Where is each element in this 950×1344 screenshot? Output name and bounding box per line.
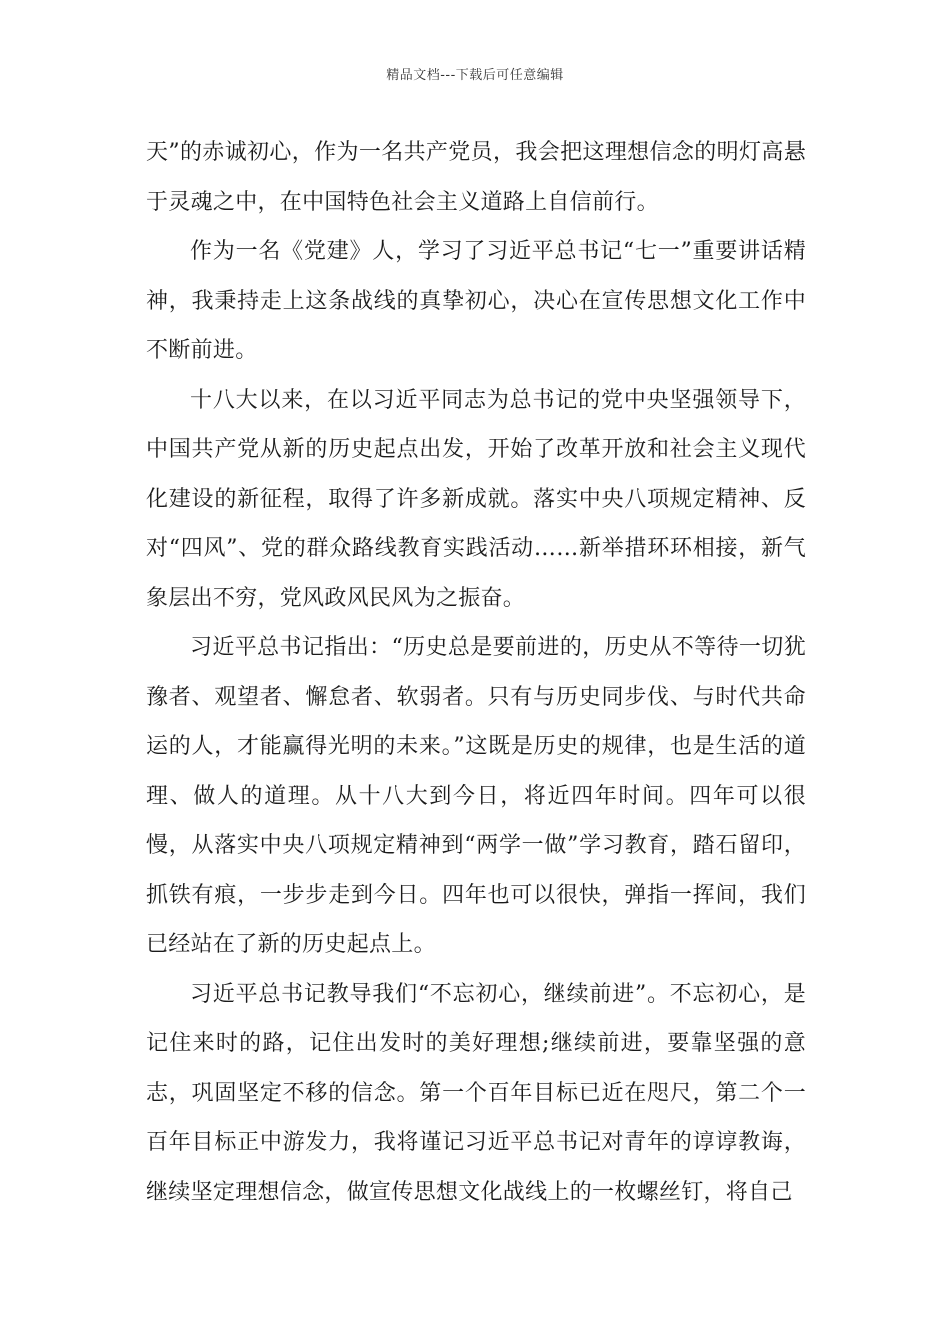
paragraph-4: 习近平总书记指出：“历史总是要前进的，历史从不等待一切犹豫者、观望者、懈怠者、软弱者。只有与历史同步伐、与时代共命运的人，才能赢得光明的未来。”这既是历史的规律，也是生活的道理、做人的道理。从十八大到今日，将近四年时间。四年可以很慢，从落实中央八项规定精神到“两学一做”学习教育，踏石留印，抓铁有痕，一步步走到今日。四年也可以很快，弹指一挥间，我们已经站在了新的历史起点上。 [146, 635, 806, 957]
paragraph-2: 作为一名《党建》人，学习了习近平总书记“七一”重要讲话精神，我秉持走上这条战线的真挚初心，决心在宣传思想文化工作中不断前进。 [146, 239, 806, 363]
paragraph-3: 十八大以来，在以习近平同志为总书记的党中央坚强领导下，中国共产党从新的历史起点出发，开始了改革开放和社会主义现代化建设的新征程，取得了许多新成就。落实中央八项规定精神、反对“四风”、党的群众路线教育实践活动……新举措环环相接，新气象层出不穷，党风政风民风为之振奋。 [146, 387, 806, 611]
page-header: 精品文档---下载后可任意编辑 [386, 68, 564, 83]
paragraph-1: 天”的赤诚初心，作为一名共产党员，我会把这理想信念的明灯高悬于灵魂之中，在中国特色社会主义道路上自信前行。 [146, 140, 806, 215]
paragraph-5: 习近平总书记教导我们“不忘初心，继续前进”。不忘初心，是记住来时的路，记住出发时的美好理想;继续前进，要靠坚强的意志，巩固坚定不移的信念。第一个百年目标已近在咫尺，第二个一百年目标正中游发力，我将谨记习近平总书记对青年的谆谆教诲，继续坚定理想信念，做宣传思想文化战线上的一枚螺丝钉，将自己 [146, 981, 806, 1205]
document-body [146, 128, 806, 1217]
